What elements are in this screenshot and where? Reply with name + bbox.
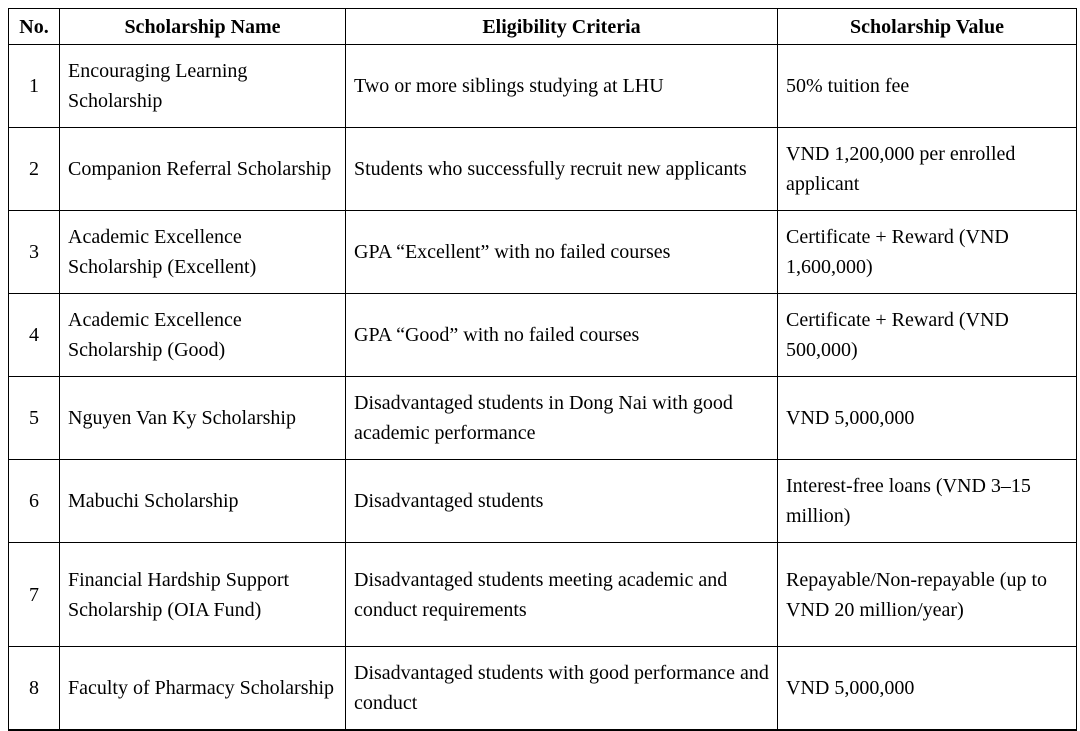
table-row — [9, 543, 1077, 647]
cell-name: Academic Excellence Scholarship (Good) — [60, 294, 346, 377]
cell-value: Repayable/Non-repayable (up to VND 20 million/year) — [778, 543, 1077, 647]
cell-no: 3 — [9, 211, 60, 294]
cell-criteria: Students who successfully recruit new applicants — [346, 128, 778, 211]
header-scholarship-name: Scholarship Name — [60, 9, 346, 45]
table-row — [9, 460, 1077, 543]
cell-value: Certificate + Reward (VND 1,600,000) — [778, 211, 1077, 294]
cell-name: Nguyen Van Ky Scholarship — [60, 377, 346, 460]
table-body — [9, 45, 1077, 730]
header-row — [9, 9, 1077, 45]
cell-name: Faculty of Pharmacy Scholarship — [60, 647, 346, 730]
cell-name: Companion Referral Scholarship — [60, 128, 346, 211]
cell-criteria: Two or more siblings studying at LHU — [346, 45, 778, 128]
header-no: No. — [9, 9, 60, 45]
cell-no: 7 — [9, 543, 60, 647]
cell-criteria: Disadvantaged students with good performance and conduct — [346, 647, 778, 730]
cell-no: 8 — [9, 647, 60, 730]
cell-value: 50% tuition fee — [778, 45, 1077, 128]
table-row — [9, 647, 1077, 730]
cell-value: VND 1,200,000 per enrolled applicant — [778, 128, 1077, 211]
cell-value: VND 5,000,000 — [778, 647, 1077, 730]
cell-value: VND 5,000,000 — [778, 377, 1077, 460]
header-scholarship-value: Scholarship Value — [778, 9, 1077, 45]
cell-criteria: Disadvantaged students meeting academic and conduct requirements — [346, 543, 778, 647]
cell-no: 5 — [9, 377, 60, 460]
cell-criteria: GPA “Good” with no failed courses — [346, 294, 778, 377]
cell-no: 4 — [9, 294, 60, 377]
cell-name: Encouraging Learning Scholarship — [60, 45, 346, 128]
table-row — [9, 128, 1077, 211]
cell-no: 6 — [9, 460, 60, 543]
scholarship-table — [8, 8, 1077, 731]
cell-no: 2 — [9, 128, 60, 211]
cell-no: 1 — [9, 45, 60, 128]
cell-value: Certificate + Reward (VND 500,000) — [778, 294, 1077, 377]
table-row — [9, 45, 1077, 128]
table-row — [9, 294, 1077, 377]
cell-criteria: Disadvantaged students — [346, 460, 778, 543]
cell-criteria: Disadvantaged students in Dong Nai with good academic performance — [346, 377, 778, 460]
table-row — [9, 377, 1077, 460]
header-eligibility-criteria: Eligibility Criteria — [346, 9, 778, 45]
cell-name: Academic Excellence Scholarship (Excellent) — [60, 211, 346, 294]
table-row — [9, 211, 1077, 294]
cell-name: Mabuchi Scholarship — [60, 460, 346, 543]
cell-criteria: GPA “Excellent” with no failed courses — [346, 211, 778, 294]
cell-value: Interest-free loans (VND 3–15 million) — [778, 460, 1077, 543]
table-header — [9, 9, 1077, 45]
cell-name: Financial Hardship Support Scholarship (OIA Fund) — [60, 543, 346, 647]
